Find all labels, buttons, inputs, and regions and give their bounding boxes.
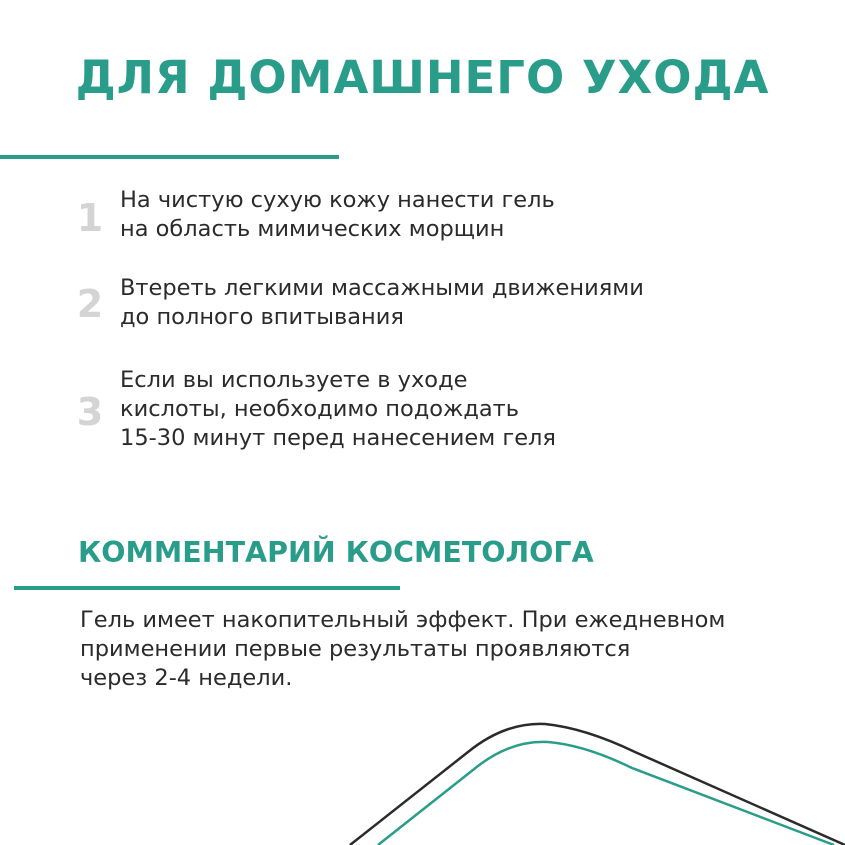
dark-curve: [350, 724, 845, 845]
title-underline: [0, 155, 339, 159]
page-title: ДЛЯ ДОМАШНЕГО УХОДА: [75, 51, 770, 104]
step-number: 1: [76, 196, 104, 240]
step-line: на область мимических морщин: [120, 216, 505, 242]
teal-curve: [378, 742, 834, 845]
comment-underline: [14, 586, 400, 590]
comment-line: Гель имеет накопительный эффект. При ежедневном: [80, 607, 726, 633]
step-number: 3: [76, 390, 104, 434]
step-line: кислоты, необходимо подождать: [120, 396, 520, 422]
step-line: На чистую сухую кожу нанести гель: [120, 187, 555, 213]
step-line: Если вы используете в уходе: [120, 367, 468, 393]
step-text: [120, 366, 556, 453]
comment-text: [80, 606, 725, 693]
step-text: [120, 274, 644, 332]
comment-line: через 2-4 недели.: [80, 665, 293, 691]
comment-title: КОММЕНТАРИЙ КОСМЕТОЛОГА: [78, 536, 594, 569]
comment-line: применении первые результаты проявляются: [80, 636, 631, 662]
step-line: Втереть легкими массажными движениями: [120, 275, 644, 301]
step-line: до полного впитывания: [120, 304, 404, 330]
step-number: 2: [76, 282, 104, 326]
step-line: 15-30 минут перед нанесением геля: [120, 425, 556, 451]
step-text: [120, 186, 555, 244]
